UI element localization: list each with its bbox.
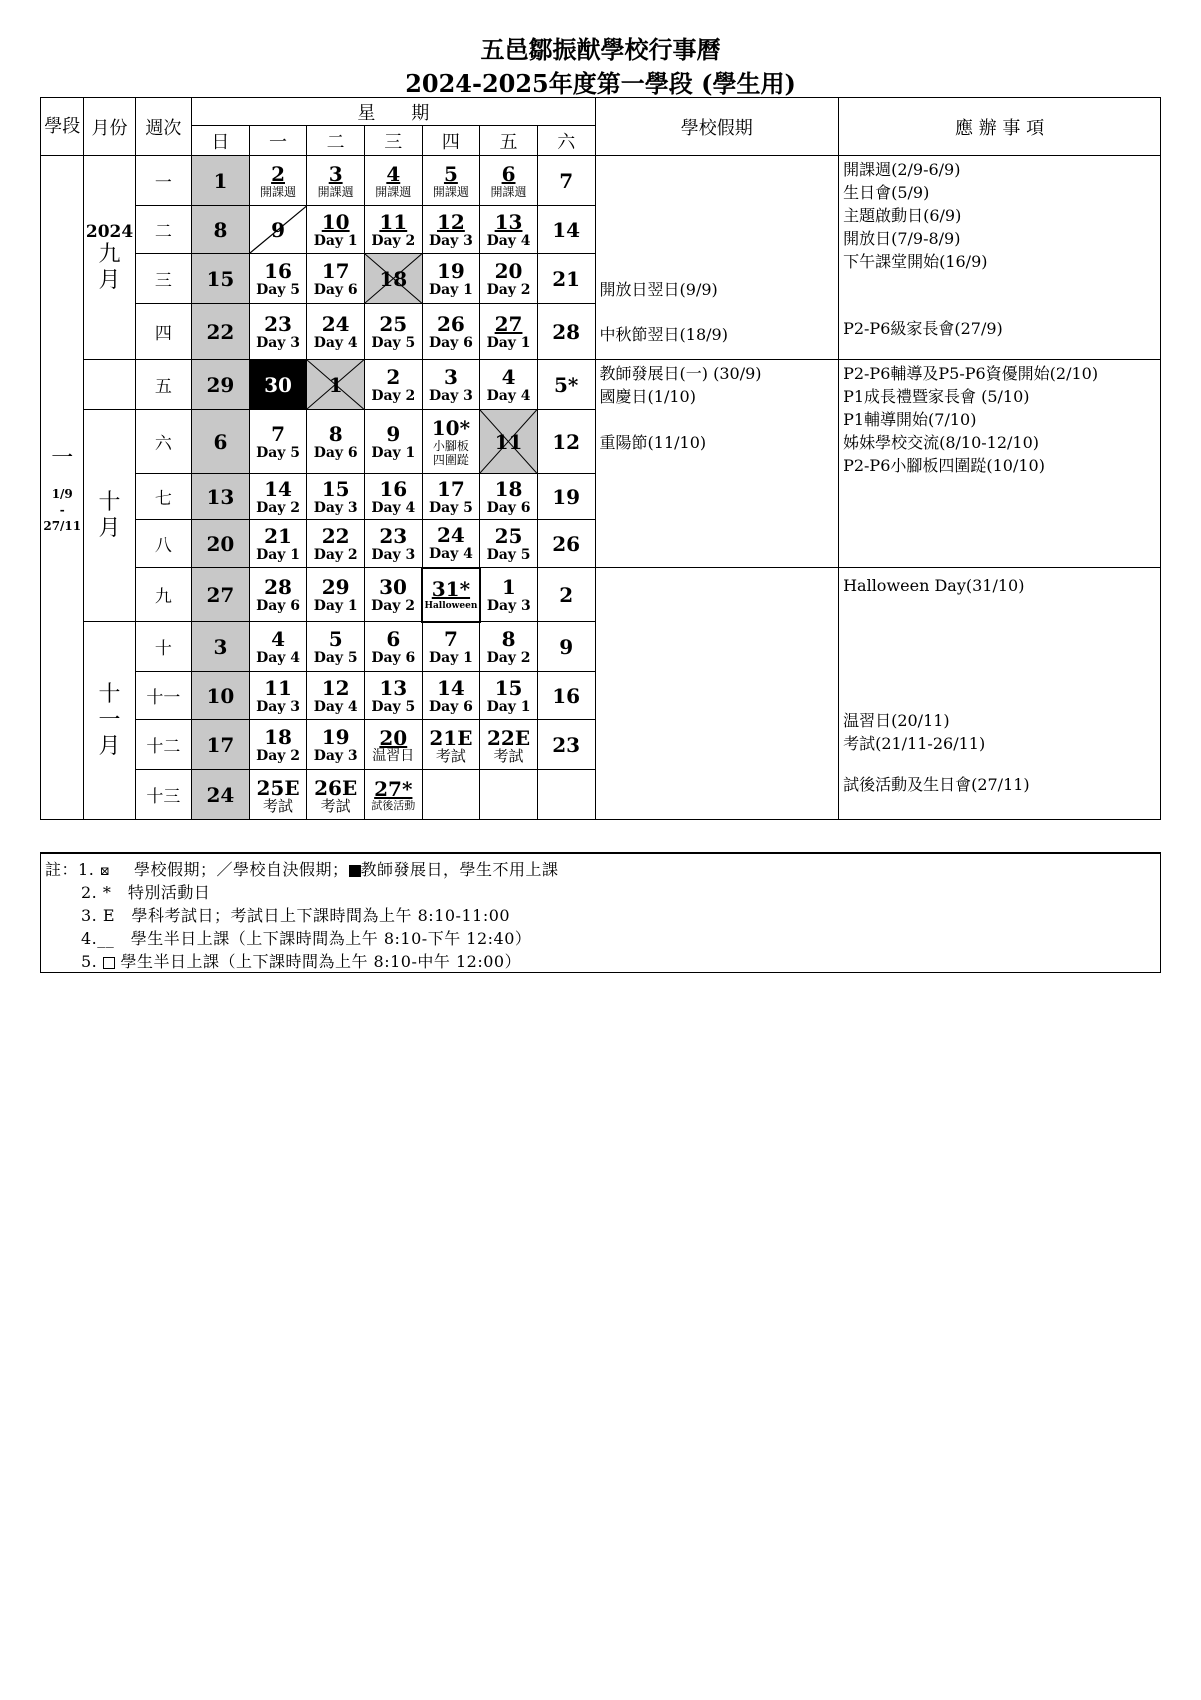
date-cell: 14 Day 2 xyxy=(249,474,307,520)
date-cell: 29 xyxy=(192,360,250,410)
week-header: 週次 xyxy=(135,98,192,156)
event-item: 考試(21/11-26/11) xyxy=(843,734,986,753)
week-label: 三 xyxy=(135,254,192,304)
date-cell: 22E 考試 xyxy=(480,720,538,770)
notes-section xyxy=(40,852,1161,973)
term-header: 學段 xyxy=(41,98,84,156)
note-5: 5. 學生半日上課（上下課時間為上午 8:10-中午 12:00） xyxy=(81,952,522,971)
week-row xyxy=(41,568,1161,622)
note-2: 2. * 特別活動日 xyxy=(81,883,211,902)
date-cell: 16 Day 4 xyxy=(364,474,422,520)
date-cell: 10* 小腳板 四圍踨 xyxy=(422,410,480,474)
date-cell: 7 Day 1 xyxy=(422,622,480,672)
month-gap xyxy=(84,360,135,410)
event-item: 開放日(7/9-8/9) xyxy=(843,229,961,248)
holiday-item: 教師發展日(一) (30/9) xyxy=(599,364,762,383)
date-cell: 6 xyxy=(192,410,250,474)
date-cell: 4 Day 4 xyxy=(480,360,538,410)
date-cell: 15 Day 3 xyxy=(307,474,365,520)
holiday-item: 重陽節(11/10) xyxy=(599,433,707,452)
date-cell: 15 Day 1 xyxy=(480,672,538,720)
holidays-nov xyxy=(595,568,839,820)
week-label: 十 xyxy=(135,622,192,672)
date-cell: 24 xyxy=(192,770,250,820)
date-cell: 21E 考試 xyxy=(422,720,480,770)
calendar-table xyxy=(40,97,1161,820)
date-cell: 17 Day 5 xyxy=(422,474,480,520)
date-cell: 17 xyxy=(192,720,250,770)
date-cell: 26E 考試 xyxy=(307,770,365,820)
week-label: 一 xyxy=(135,156,192,206)
date-cell: 3 xyxy=(192,622,250,672)
date-cell: 16 xyxy=(537,672,595,720)
month-name: 月 xyxy=(98,733,121,759)
date-cell: 9 xyxy=(537,622,595,672)
event-item: 開課週(2/9-6/9) xyxy=(843,160,961,179)
weekday-header: 星 期 xyxy=(192,98,595,126)
date-cell: 12 xyxy=(537,410,595,474)
events-nov xyxy=(839,568,1161,820)
date-cell: 13 Day 4 xyxy=(480,206,538,254)
month-header: 月份 xyxy=(84,98,135,156)
day-fri: 五 xyxy=(480,126,538,156)
month-name: 十 xyxy=(98,489,121,515)
date-cell: 3 Day 3 xyxy=(422,360,480,410)
date-cell: 17 Day 6 xyxy=(307,254,365,304)
date-cell: 4 Day 4 xyxy=(249,622,307,672)
date-cell: 2 Day 2 xyxy=(364,360,422,410)
public-holiday-cell: 18 xyxy=(364,254,422,304)
date-cell: 6 開課週 xyxy=(480,156,538,206)
day-tue: 二 xyxy=(307,126,365,156)
week-label: 四 xyxy=(135,304,192,360)
week-row xyxy=(41,360,1161,410)
month-nov xyxy=(84,622,135,820)
day-wed: 三 xyxy=(364,126,422,156)
date-cell: 14 xyxy=(537,206,595,254)
event-item: 下午課堂開始(16/9) xyxy=(843,252,988,271)
month-year: 2024 xyxy=(85,221,134,242)
empty-cell xyxy=(422,770,480,820)
date-cell: 18 Day 6 xyxy=(480,474,538,520)
black-square-icon xyxy=(349,865,361,877)
event-item: 温習日(20/11) xyxy=(843,711,950,730)
holidays-oct xyxy=(595,360,839,568)
month-name: 月 xyxy=(98,515,121,541)
event-item: P2-P6輔導及P5-P6資優開始(2/10) xyxy=(843,364,1099,383)
week-label: 六 xyxy=(135,410,192,474)
date-cell: 15 xyxy=(192,254,250,304)
date-cell: 27 xyxy=(192,568,250,622)
date-cell: 26 Day 6 xyxy=(422,304,480,360)
day-mon: 一 xyxy=(249,126,307,156)
event-item: 姊妹學校交流(8/10-12/10) xyxy=(843,433,1040,452)
holidays-sep xyxy=(595,156,839,360)
date-cell: 11 Day 2 xyxy=(364,206,422,254)
term-cell xyxy=(41,156,84,820)
date-cell: 27* 試後活動 xyxy=(364,770,422,820)
note-3: 3. E 學科考試日；考試日上下課時間為上午 8:10-11:00 xyxy=(81,906,511,925)
empty-cell xyxy=(480,770,538,820)
events-sep xyxy=(839,156,1161,360)
date-cell: 19 Day 1 xyxy=(422,254,480,304)
week-label: 七 xyxy=(135,474,192,520)
date-cell: 21 xyxy=(537,254,595,304)
school-holiday-cell: 9 xyxy=(249,206,307,254)
date-cell: 21 Day 1 xyxy=(249,520,307,568)
event-item: P2-P6級家長會(27/9) xyxy=(843,319,1003,338)
date-cell: 25 Day 5 xyxy=(480,520,538,568)
date-cell: 6 Day 6 xyxy=(364,622,422,672)
date-cell: 9 Day 1 xyxy=(364,410,422,474)
public-holiday-symbol: ⊠ xyxy=(99,864,111,878)
date-cell: 19 Day 3 xyxy=(307,720,365,770)
date-cell: 7 Day 5 xyxy=(249,410,307,474)
day-thu: 四 xyxy=(422,126,480,156)
week-label: 八 xyxy=(135,520,192,568)
date-cell: 24 Day 4 xyxy=(307,304,365,360)
date-cell: 2 開課週 xyxy=(249,156,307,206)
date-cell: 3 開課週 xyxy=(307,156,365,206)
month-name: 九 xyxy=(98,241,121,267)
event-item: 試後活動及生日會(27/11) xyxy=(843,775,1030,794)
date-cell: 13 Day 5 xyxy=(364,672,422,720)
date-cell: 22 xyxy=(192,304,250,360)
date-cell: 28 xyxy=(537,304,595,360)
event-item: 生日會(5/9) xyxy=(843,183,930,202)
week-row xyxy=(41,156,1161,206)
event-item: P1成長禮暨家長會 (5/10) xyxy=(843,387,1030,406)
header-row-1 xyxy=(41,98,1161,126)
event-item: P1輔導開始(7/10) xyxy=(843,410,977,429)
date-cell: 12 Day 3 xyxy=(422,206,480,254)
date-cell: 10 xyxy=(192,672,250,720)
date-cell: 25 Day 5 xyxy=(364,304,422,360)
date-cell: 8 Day 2 xyxy=(480,622,538,672)
date-cell: 23 Day 3 xyxy=(364,520,422,568)
week-label: 五 xyxy=(135,360,192,410)
week-label: 十一 xyxy=(135,672,192,720)
term-range-dash: - xyxy=(59,503,65,517)
holiday-item: 中秋節翌日(18/9) xyxy=(599,325,728,344)
calendar-title: 五邑鄒振猷學校行事曆 xyxy=(480,35,721,64)
date-cell: 31* Halloween xyxy=(422,568,480,622)
month-oct xyxy=(84,410,135,622)
date-cell: 26 xyxy=(537,520,595,568)
events-header: 應 辦 事 項 xyxy=(839,98,1161,156)
week-label: 十三 xyxy=(135,770,192,820)
date-cell: 10 Day 1 xyxy=(307,206,365,254)
day-sun: 日 xyxy=(192,126,250,156)
month-name: 月 xyxy=(98,267,121,293)
date-cell: 25E 考試 xyxy=(249,770,307,820)
date-cell: 18 Day 2 xyxy=(249,720,307,770)
date-cell: 12 Day 4 xyxy=(307,672,365,720)
date-cell: 20 Day 2 xyxy=(480,254,538,304)
public-holiday-cell: 11 xyxy=(480,410,538,474)
date-cell: 28 Day 6 xyxy=(249,568,307,622)
date-cell: 8 Day 6 xyxy=(307,410,365,474)
date-cell: 20 温習日 xyxy=(364,720,422,770)
holiday-item: 開放日翌日(9/9) xyxy=(599,280,718,299)
date-cell: 23 Day 3 xyxy=(249,304,307,360)
calendar-subtitle: 2024-2025年度第一學段 (學生用) xyxy=(405,69,796,98)
week-label: 十二 xyxy=(135,720,192,770)
holiday-item: 國慶日(1/10) xyxy=(599,387,696,406)
date-cell: 13 xyxy=(192,474,250,520)
date-cell: 2 xyxy=(537,568,595,622)
date-cell: 14 Day 6 xyxy=(422,672,480,720)
date-cell: 8 xyxy=(192,206,250,254)
date-cell: 30 Day 2 xyxy=(364,568,422,622)
date-cell: 1 xyxy=(192,156,250,206)
date-cell: 29 Day 1 xyxy=(307,568,365,622)
teacher-development-day-cell: 30 xyxy=(249,360,307,410)
date-cell: 5 開課週 xyxy=(422,156,480,206)
week-label: 九 xyxy=(135,568,192,622)
event-item: Halloween Day(31/10) xyxy=(843,576,1025,595)
date-cell: 16 Day 5 xyxy=(249,254,307,304)
term-number: 一 xyxy=(51,446,74,471)
date-cell: 24 Day 4 xyxy=(422,520,480,568)
day-sat: 六 xyxy=(537,126,595,156)
event-item: P2-P6小腳板四圍踨(10/10) xyxy=(843,456,1045,475)
month-name: 十 xyxy=(98,681,121,707)
month-sep xyxy=(84,156,135,360)
date-cell: 27 Day 1 xyxy=(480,304,538,360)
date-cell: 4 開課週 xyxy=(364,156,422,206)
month-name: 一 xyxy=(98,707,121,733)
holidays-header: 學校假期 xyxy=(595,98,839,156)
public-holiday-cell: 1 xyxy=(307,360,365,410)
events-oct xyxy=(839,360,1161,568)
date-cell: 11 Day 3 xyxy=(249,672,307,720)
date-cell: 1 Day 3 xyxy=(480,568,538,622)
date-cell: 20 xyxy=(192,520,250,568)
note-1: 註：1. ⊠ 學校假期；／學校自決假期； 教師發展日，學生不用上課 xyxy=(45,860,559,879)
square-outline-icon xyxy=(103,957,115,969)
note-4: 4.__ 學生半日上課（上下課時間為上午 8:10-下午 12:40） xyxy=(81,929,532,948)
term-range-start: 1/9 xyxy=(51,487,73,501)
empty-cell xyxy=(537,770,595,820)
date-cell: 19 xyxy=(537,474,595,520)
event-item: 主題啟動日(6/9) xyxy=(843,206,962,225)
date-cell: 5 Day 5 xyxy=(307,622,365,672)
week-label: 二 xyxy=(135,206,192,254)
date-cell: 22 Day 2 xyxy=(307,520,365,568)
date-cell: 7 xyxy=(537,156,595,206)
date-cell: 5* xyxy=(537,360,595,410)
date-cell: 23 xyxy=(537,720,595,770)
term-range-end: 27/11 xyxy=(43,519,82,533)
